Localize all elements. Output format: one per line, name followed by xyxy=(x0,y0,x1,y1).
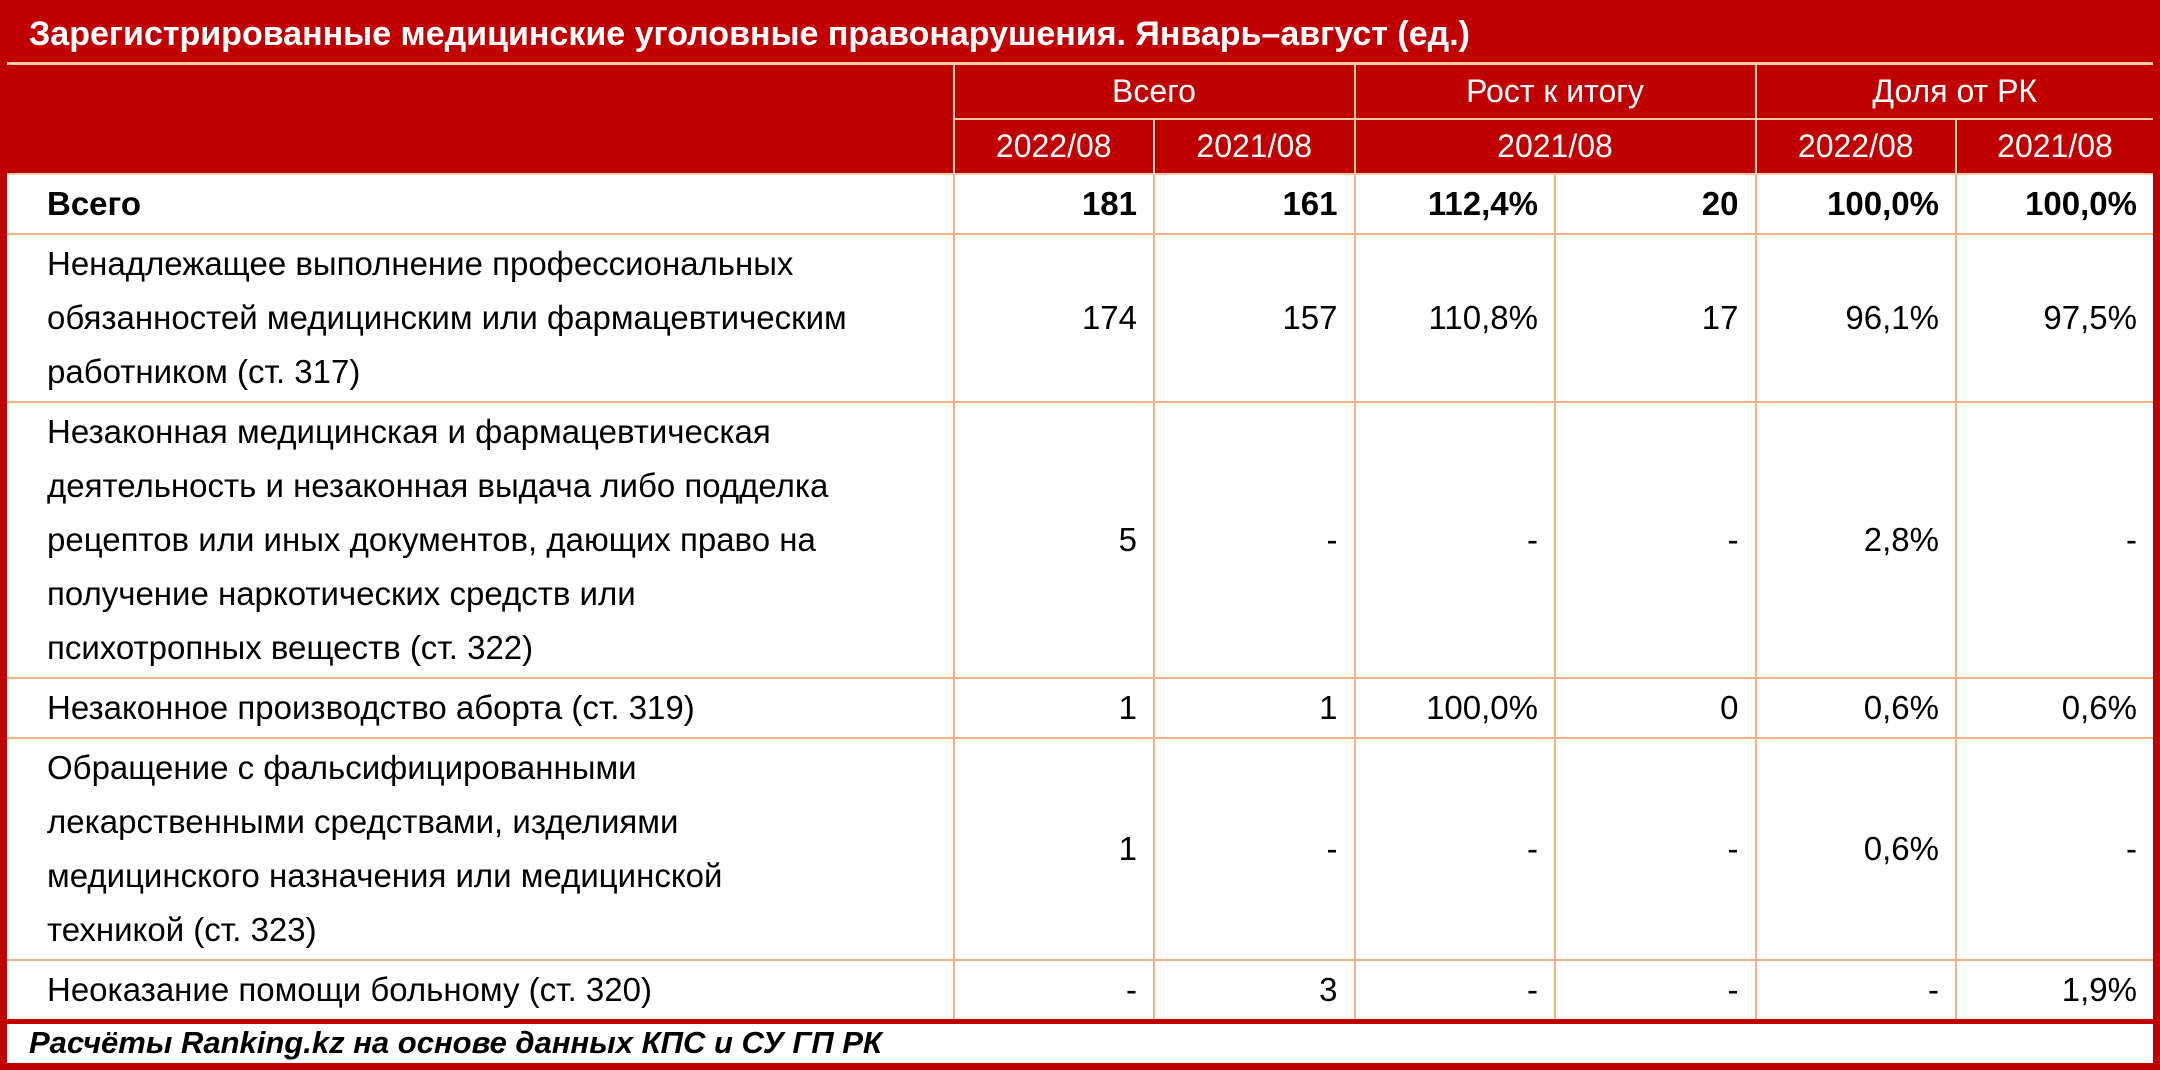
title-row xyxy=(4,4,2157,64)
year-header-total-2022: 2022/08 xyxy=(954,119,1155,174)
source-note: Расчёты Ranking.kz на основе данных КПС и СУ ГП РК xyxy=(4,1021,2157,1066)
year-header-share-2021: 2021/08 xyxy=(1956,119,2157,174)
col-group-growth: Рост к итогу xyxy=(1355,64,1756,119)
row-label: Незаконная медицинская и фармацевтическая деятельность и незаконная выдача либо подделка рецептов или иных документов, дающих право на получение наркотических средств или психотропных веществ (ст. 322) xyxy=(4,402,954,678)
cell-value: 96,1% xyxy=(1756,234,1957,402)
cell-value: - xyxy=(1756,960,1957,1022)
cell-value: 17 xyxy=(1555,234,1756,402)
cell-value: 1 xyxy=(1154,678,1355,738)
cell-value: 1 xyxy=(954,738,1155,960)
cell-value: 3 xyxy=(1154,960,1355,1022)
cell-value: 97,5% xyxy=(1956,234,2157,402)
cell-value: - xyxy=(1154,738,1355,960)
cell-value: 110,8% xyxy=(1355,234,1556,402)
cell-value: - xyxy=(1956,738,2157,960)
cell-value: 100,0% xyxy=(1756,174,1957,234)
table-row-total xyxy=(4,174,2157,234)
year-header-total-2021: 2021/08 xyxy=(1154,119,1355,174)
col-group-share: Доля от РК xyxy=(1756,64,2157,119)
corner-cell xyxy=(4,64,954,174)
cell-value: - xyxy=(1555,402,1756,678)
row-label: Ненадлежащее выполнение профессиональных обязанностей медицинским или фармацевтическим работником (ст. 317) xyxy=(4,234,954,402)
cell-value: 161 xyxy=(1154,174,1355,234)
table-row-art320 xyxy=(4,960,2157,1022)
cell-value: - xyxy=(954,960,1155,1022)
cell-value: 1 xyxy=(954,678,1155,738)
cell-value: 100,0% xyxy=(1956,174,2157,234)
cell-value: 20 xyxy=(1555,174,1756,234)
table-row-art323 xyxy=(4,738,2157,960)
cell-value: 174 xyxy=(954,234,1155,402)
cell-value: 1,9% xyxy=(1956,960,2157,1022)
cell-value: 100,0% xyxy=(1355,678,1556,738)
row-label: Обращение с фальсифицированными лекарственными средствами, изделиями медицинского назначения или медицинской техникой (ст. 323) xyxy=(4,738,954,960)
cell-value: 5 xyxy=(954,402,1155,678)
row-label: Незаконное производство аборта (ст. 319) xyxy=(4,678,954,738)
year-header-share-2022: 2022/08 xyxy=(1756,119,1957,174)
cell-value: 0,6% xyxy=(1956,678,2157,738)
cell-value: - xyxy=(1355,738,1556,960)
cell-value: 112,4% xyxy=(1355,174,1556,234)
cell-value: - xyxy=(1555,960,1756,1022)
cell-value: 0,6% xyxy=(1756,738,1957,960)
year-header-growth-2021: 2021/08 xyxy=(1355,119,1756,174)
column-group-header-row xyxy=(4,64,2157,119)
cell-value: 181 xyxy=(954,174,1155,234)
cell-value: - xyxy=(1355,402,1556,678)
col-group-total: Всего xyxy=(954,64,1355,119)
table-row-art319 xyxy=(4,678,2157,738)
cell-value: - xyxy=(1154,402,1355,678)
cell-value: - xyxy=(1355,960,1556,1022)
cell-value: - xyxy=(1956,402,2157,678)
table-row-art317 xyxy=(4,234,2157,402)
row-label: Всего xyxy=(4,174,954,234)
cell-value: - xyxy=(1555,738,1756,960)
cell-value: 157 xyxy=(1154,234,1355,402)
cell-value: 0,6% xyxy=(1756,678,1957,738)
table-row-art322 xyxy=(4,402,2157,678)
cell-value: 0 xyxy=(1555,678,1756,738)
table-title: Зарегистрированные медицинские уголовные правонарушения. Январь–август (ед.) xyxy=(4,4,2157,64)
row-label: Неоказание помощи больному (ст. 320) xyxy=(4,960,954,1022)
footer-row xyxy=(4,1021,2157,1066)
cell-value: 2,8% xyxy=(1756,402,1957,678)
